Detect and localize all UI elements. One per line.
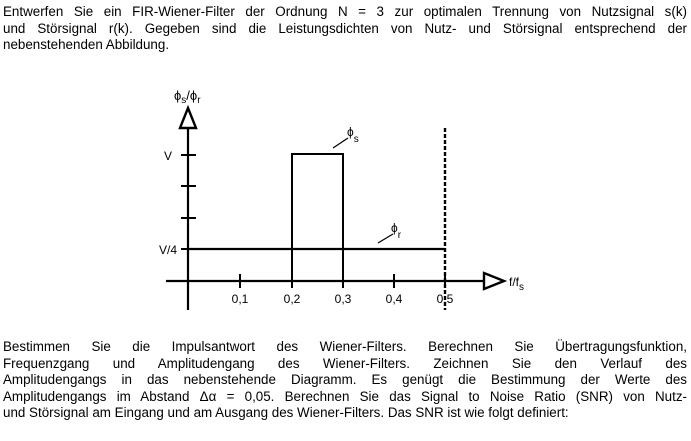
task-line-1: Bestimmen Sie die Impulsantwort des Wiener-Filters. Berechnen Sie Übertragungsfunktion, — [3, 339, 687, 354]
x-tick-label-0-5: 0,5 — [436, 292, 454, 306]
intro-line-1: Entwerfen Sie ein FIR-Wiener-Filter der Ordnung N = 3 zur optimalen Trennung von Nutzsignal s(k) — [3, 4, 687, 19]
noise-density-label: $\phi_r$ — [391, 221, 402, 241]
intro-line-2: und Störsignal r(k). Gegeben sind die Leistungsdichten von Nutz- und Störsignal entsprechend der — [3, 20, 687, 36]
intro-line-3: nebenstehenden Abbildung. — [3, 37, 170, 53]
y-axis-label: $\phi_s/\phi_r$ — [174, 88, 201, 106]
noise-label-pointer — [378, 234, 393, 243]
task-line-3: Amplitudengangs in das nebenstehende Diagramm. Es genügt die Bestimmung der Werte des — [3, 372, 687, 388]
x-axis-arrowhead — [484, 273, 504, 289]
task-line-4: Amplitudengangs im Abstand Δα = 0,05. Berechnen Sie das Signal to Noise Ratio (SNR) von Nutz- — [3, 388, 687, 404]
x-tick-label-0-3: 0,3 — [334, 292, 352, 306]
x-tick-label-0-4: 0,4 — [385, 292, 403, 306]
task-line-2: Frequenzgang und Amplitudengang des Wiener-Filters. Zeichnen Sie den Verlauf des — [3, 355, 687, 371]
y-tick-label-v4: V/4 — [159, 243, 178, 257]
x-tick-label-0-2: 0,2 — [283, 292, 301, 306]
y-axis-arrowhead — [180, 108, 196, 128]
x-axis-label: $f/f_s$ — [509, 275, 525, 293]
x-tick-label-0-1: 0,1 — [231, 292, 249, 306]
task-line-5: und Störsignal am Eingang und am Ausgang des Wiener-Filters. Das SNR ist wie folgt definiert: — [3, 405, 569, 421]
y-tick-label-v: V — [164, 149, 173, 163]
signal-density-label: $\phi_s$ — [347, 125, 359, 145]
signal-label-pointer — [333, 138, 348, 148]
signal-density-rect — [292, 154, 343, 281]
task-paragraph — [3, 339, 687, 422]
